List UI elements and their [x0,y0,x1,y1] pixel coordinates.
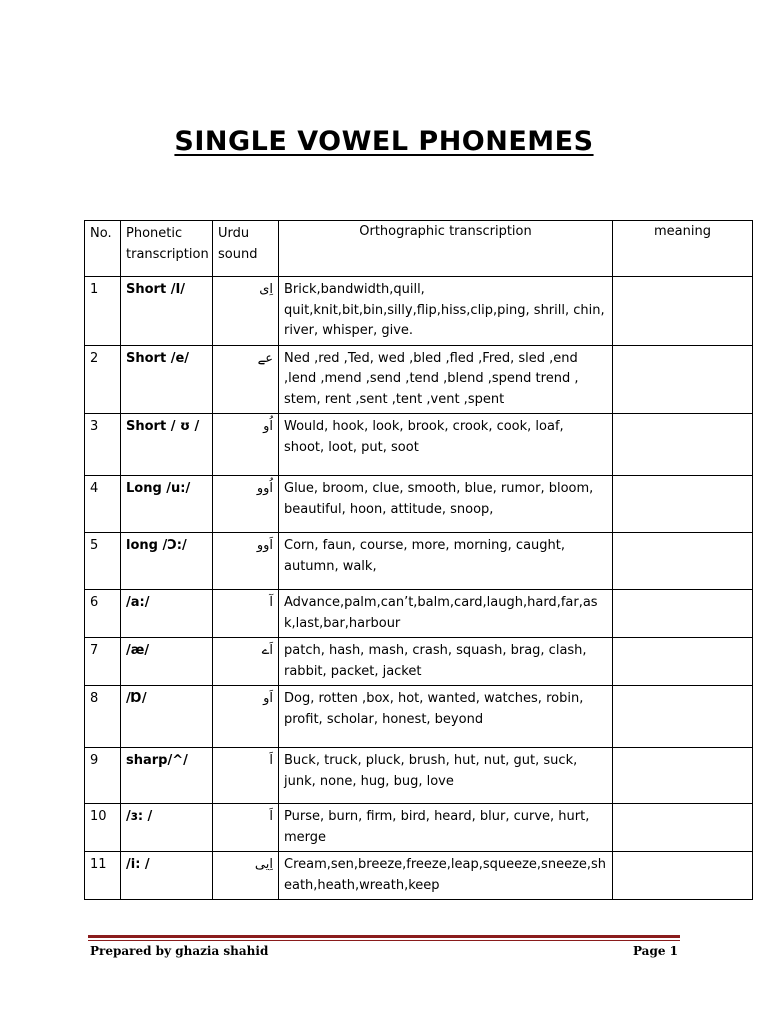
table-row [85,590,753,638]
row-number: 10 [85,804,121,852]
row-number: 3 [85,414,121,476]
table-row [85,748,753,804]
row-urdu-sound: اُو [213,414,279,476]
table-row [85,414,753,476]
row-phonetic: Short /I/ [121,277,213,346]
row-meaning [613,686,753,748]
table-header-row [85,221,753,277]
row-urdu-sound: اَ [213,748,279,804]
row-orthographic: Ned ,red ,Ted, wed ,bled ,fled ,Fred, sled ,end ,lend ,mend ,send ,tend ,blend ,spend trend , stem, rent ,sent ,tent ,vent ,spent [279,345,613,414]
row-phonetic: /ɜ: / [121,804,213,852]
row-orthographic: Corn, faun, course, more, morning, caught, autumn, walk, [279,533,613,590]
header-orthographic: Orthographic transcription [279,221,613,277]
row-urdu-sound: اِی [213,277,279,346]
footer-author: Prepared by ghazia shahid [90,944,269,958]
row-meaning [613,638,753,686]
row-meaning [613,277,753,346]
row-phonetic: Short /e/ [121,345,213,414]
page-title: SINGLE VOWEL PHONEMES [174,126,594,157]
row-orthographic: Dog, rotten ,box, hot, wanted, watches, robin, profit, scholar, honest, beyond [279,686,613,748]
header-urdu: Urdu sound [213,221,279,277]
row-urdu-sound: اَوو [213,533,279,590]
vowel-phoneme-table [84,220,753,900]
row-meaning [613,345,753,414]
header-phonetic: Phonetic transcription [121,221,213,277]
row-meaning [613,590,753,638]
row-meaning [613,414,753,476]
row-urdu-sound: عے [213,345,279,414]
row-phonetic: long /Ɔ:/ [121,533,213,590]
footer-page-number: Page 1 [632,944,678,958]
footer-rule-thick [88,935,680,938]
row-orthographic: Buck, truck, pluck, brush, hut, nut, gut, suck, junk, none, hug, bug, love [279,748,613,804]
row-urdu-sound: اَے [213,638,279,686]
row-number: 8 [85,686,121,748]
row-phonetic: sharp/^/ [121,748,213,804]
row-urdu-sound: آ [213,590,279,638]
row-orthographic: Purse, burn, firm, bird, heard, blur, curve, hurt, merge [279,804,613,852]
row-orthographic: Advance,palm,can’t,balm,card,laugh,hard,far,ask,last,bar,harbour [279,590,613,638]
table-row [85,686,753,748]
row-meaning [613,852,753,900]
table-row [85,476,753,533]
table-row [85,638,753,686]
row-number: 9 [85,748,121,804]
row-urdu-sound: اَ [213,804,279,852]
row-orthographic: Brick,bandwidth,quill, quit,knit,bit,bin,silly,flip,hiss,clip,ping, shrill, chin, river, whisper, give. [279,277,613,346]
row-number: 11 [85,852,121,900]
header-no: No. [85,221,121,277]
row-meaning [613,476,753,533]
row-meaning [613,533,753,590]
row-meaning [613,748,753,804]
table-row [85,804,753,852]
row-orthographic: patch, hash, mash, crash, squash, brag, clash, rabbit, packet, jacket [279,638,613,686]
footer-rule-thin [88,940,680,941]
table-row [85,533,753,590]
row-number: 4 [85,476,121,533]
row-meaning [613,804,753,852]
row-phonetic: /i: / [121,852,213,900]
row-orthographic: Cream,sen,breeze,freeze,leap,squeeze,sneeze,sheath,heath,wreath,keep [279,852,613,900]
row-phonetic: /æ/ [121,638,213,686]
row-urdu-sound: اُوو [213,476,279,533]
header-meaning: meaning [613,221,753,277]
row-number: 2 [85,345,121,414]
row-orthographic: Glue, broom, clue, smooth, blue, rumor, bloom, beautiful, hoon, attitude, snoop, [279,476,613,533]
row-orthographic: Would, hook, look, brook, crook, cook, loaf, shoot, loot, put, soot [279,414,613,476]
row-number: 6 [85,590,121,638]
row-number: 5 [85,533,121,590]
row-phonetic: Short / ʊ / [121,414,213,476]
row-phonetic: /a:/ [121,590,213,638]
row-number: 7 [85,638,121,686]
row-urdu-sound: اَو [213,686,279,748]
table-row [85,277,753,346]
row-number: 1 [85,277,121,346]
table-row [85,852,753,900]
row-phonetic: /Ɒ/ [121,686,213,748]
table-row [85,345,753,414]
row-urdu-sound: اِیی [213,852,279,900]
row-phonetic: Long /u:/ [121,476,213,533]
